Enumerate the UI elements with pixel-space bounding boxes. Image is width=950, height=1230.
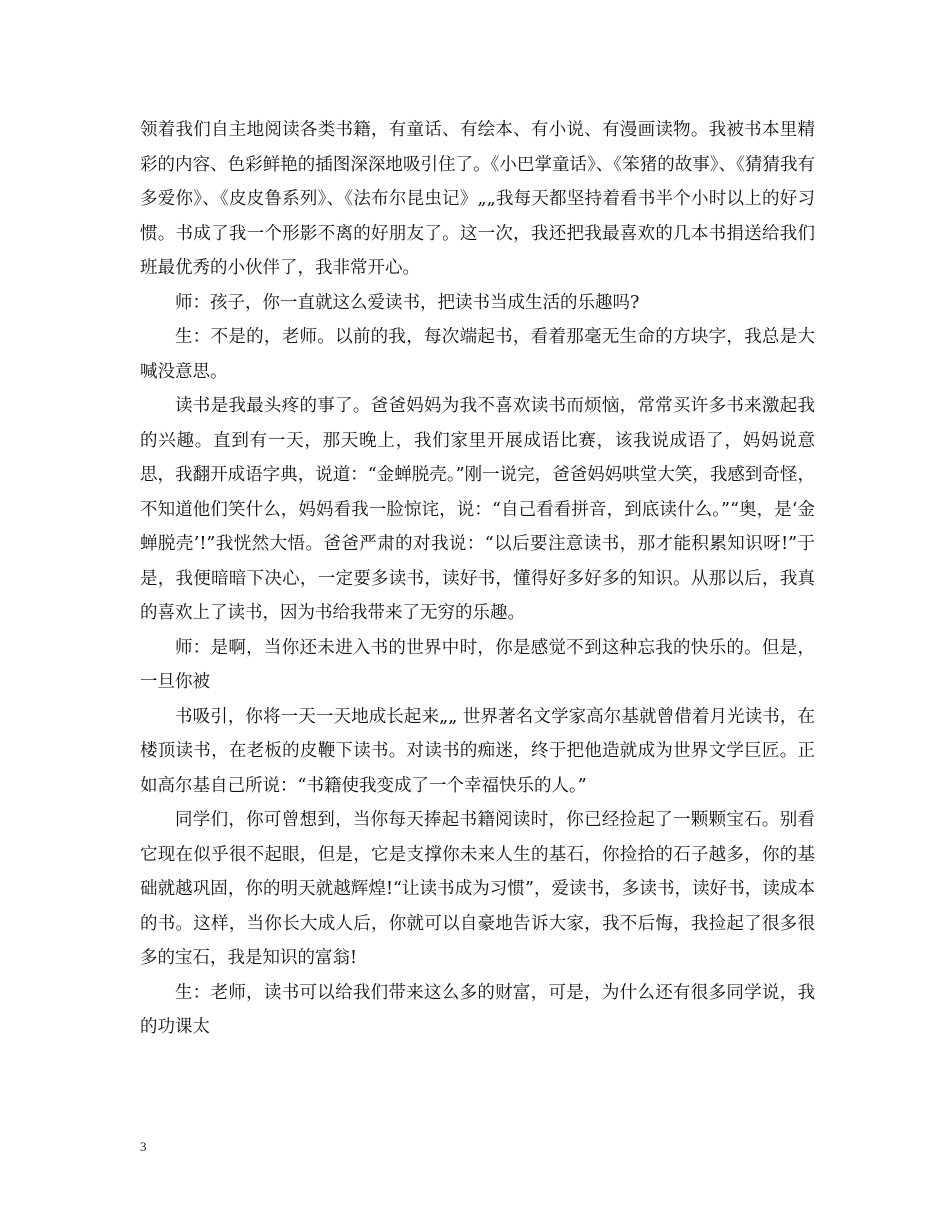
paragraph: 师：是啊，当你还未进入书的世界中时，你是感觉不到这种忘我的快乐的。但是，一旦你被 [140,637,815,692]
paragraph: 领着我们自主地阅读各类书籍，有童话、有绘本、有小说、有漫画读物。我被书本里精彩的内容、色彩鲜艳的插图深深地吸引住了。《小巴掌童话》、《笨猪的故事》、《猜猜我有多爱你》、《皮皮鲁系列》、《法布尔昆虫记》„„我每天都坚持着看书半个小时以上的好习惯。书成了我一个形影不离的好朋友了。这一次，我还把我最喜欢的几本书捐送给我们班最优秀的小伙伴了，我非常开心。 [140,120,815,278]
paragraph: 生：老师，读书可以给我们带来这么多的财富，可是，为什么还有很多同学说，我的功课太 [140,982,815,1037]
page-number: 3 [140,1139,147,1154]
body-text [140,113,815,1045]
paragraph: 生：不是的，老师。以前的我，每次端起书，看着那毫无生命的方块字，我总是大喊没意思。 [140,327,815,382]
paragraph: 读书是我最头疼的事了。爸爸妈妈为我不喜欢读书而烦恼，常常买许多书来激起我的兴趣。直到有一天，那天晚上，我们家里开展成语比赛，该我说成语了，妈妈说意思，我翻开成语字典，说道：“金蝉脱壳。”刚一说完，爸爸妈妈哄堂大笑，我感到奇怪，不知道他们笑什么，妈妈看我一脸惊诧，说：“自己看看拼音，到底读什么。”“奥，是‘金蝉脱壳’!”我恍然大悟。爸爸严肃的对我说：“以后要注意读书，那才能积累知识呀!”于是，我便暗暗下决心，一定要多读书，读好书，懂得好多好多的知识。从那以后，我真的喜欢上了读书，因为书给我带来了无穷的乐趣。 [140,396,815,623]
paragraph: 书吸引，你将一天一天地成长起来„„ 世界著名文学家高尔基就曾借着月光读书，在楼顶读书，在老板的皮鞭下读书。对读书的痴迷，终于把他造就成为世界文学巨匠。正如高尔基自己所说：“书籍使我变成了一个幸福快乐的人。” [140,706,815,796]
paragraph: 师：孩子，你一直就这么爱读书，把读书当成生活的乐趣吗? [175,292,640,313]
paragraph: 同学们，你可曾想到，当你每天捧起书籍阅读时，你已经捡起了一颗颗宝石。别看它现在似乎很不起眼，但是，它是支撑你未来人生的基石，你捡拾的石子越多，你的基础就越巩固，你的明天就越辉煌!“让读书成为习惯”，爱读书，多读书，读好书，读成本的书。这样，当你长大成人后，你就可以自豪地告诉大家，我不后悔，我捡起了很多很多的宝石，我是知识的富翁! [140,810,815,968]
